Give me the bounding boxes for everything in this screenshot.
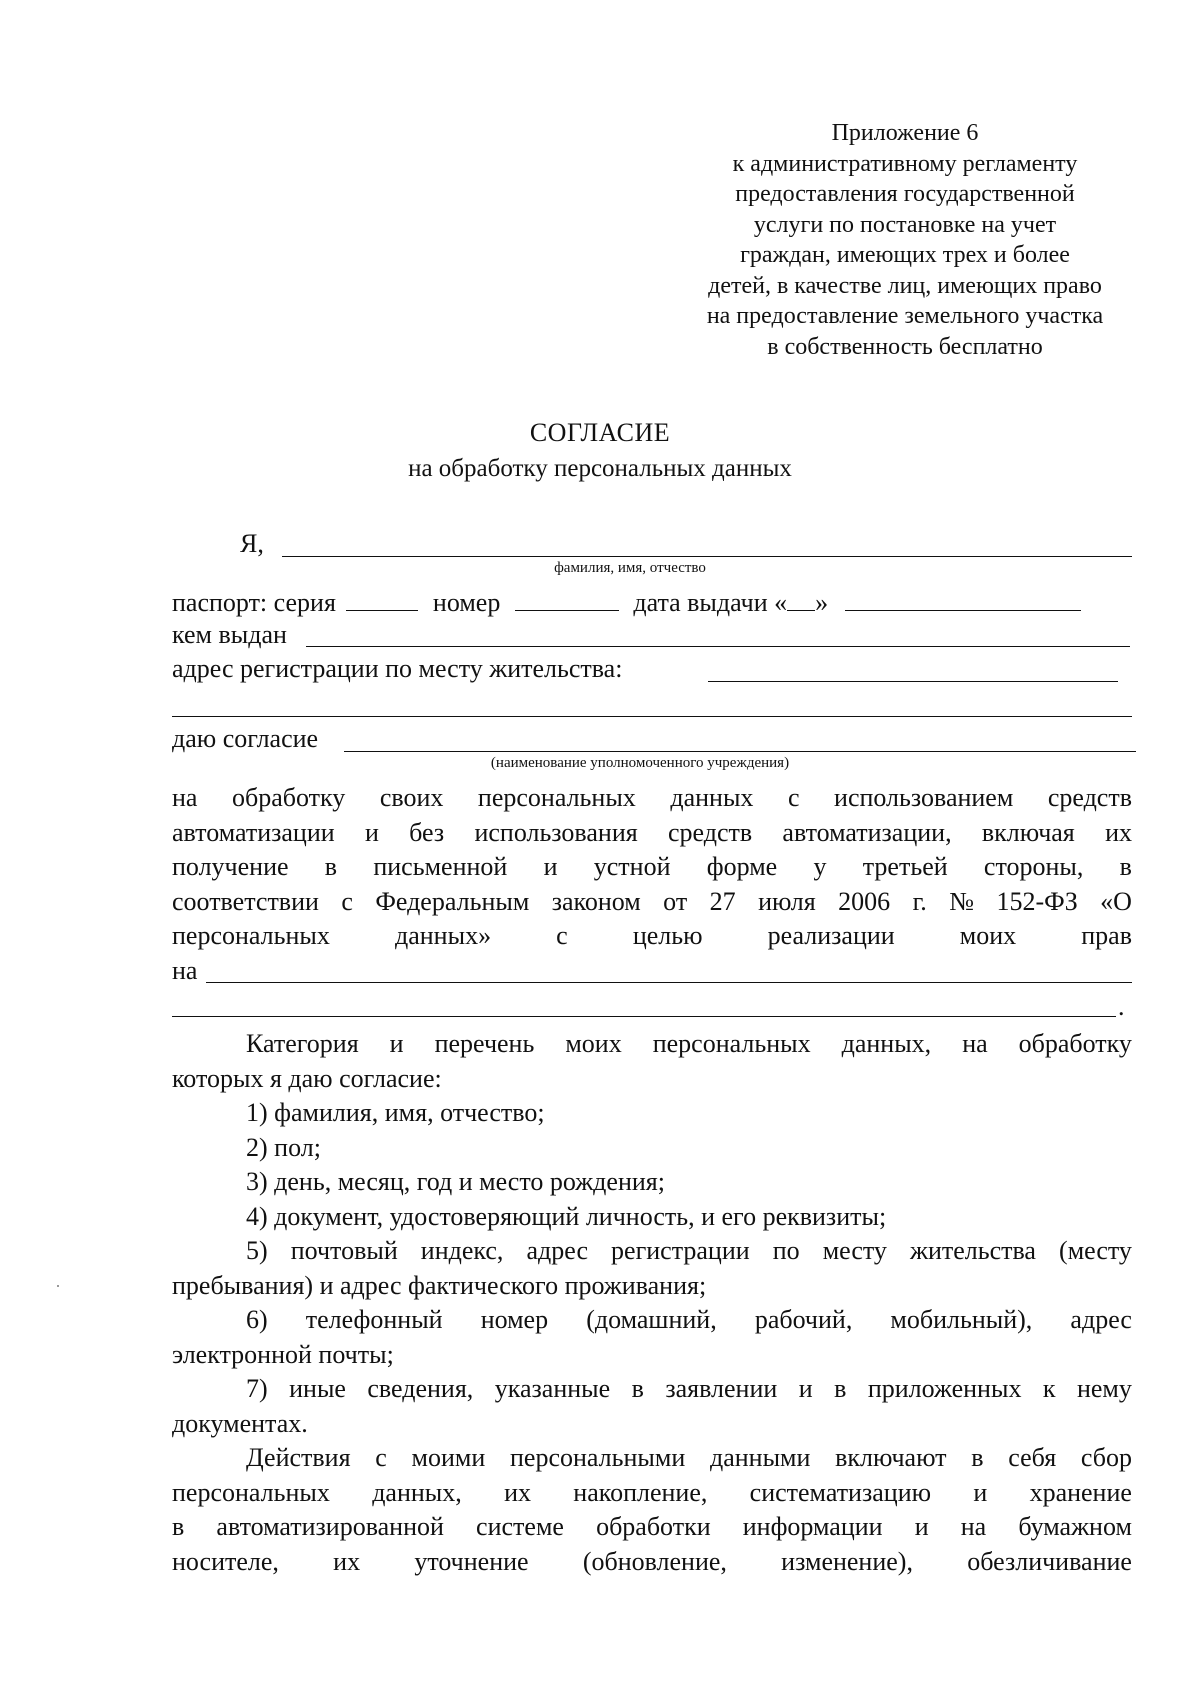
word: носителе,: [172, 1546, 279, 1576]
word: номер: [480, 1305, 549, 1334]
scan-speck: [57, 1285, 59, 1287]
appendix-line: детей, в качестве лиц, имеющих право: [708, 272, 1102, 299]
appendix-line: граждан, имеющих трех и более: [740, 242, 1070, 268]
list-item: 3) день, месяц, год и место рождения;: [246, 1167, 665, 1196]
paragraph-line: которых я даю согласие:: [172, 1063, 442, 1093]
word: месту: [822, 1236, 887, 1265]
word: их: [504, 1477, 531, 1507]
word: обработку: [232, 783, 346, 812]
list-item-cont: документах.: [172, 1408, 308, 1438]
word: данных,: [372, 1477, 462, 1507]
word: и: [389, 1029, 404, 1058]
word: перечень: [434, 1029, 535, 1058]
word: изменение),: [781, 1546, 913, 1576]
appendix-header: [640, 118, 1170, 362]
institution-hint: (наименование уполномоченного учреждения): [490, 755, 790, 771]
address-field[interactable]: [708, 681, 1118, 682]
institution-field[interactable]: [344, 751, 1136, 752]
word: моих: [565, 1029, 622, 1058]
word: хранение: [1029, 1477, 1132, 1507]
word: себя: [1008, 1443, 1057, 1472]
word: и: [364, 817, 379, 847]
word: накопление,: [573, 1477, 708, 1507]
word: адрес: [1070, 1305, 1132, 1334]
word: персональных: [172, 921, 330, 950]
word: без: [409, 817, 445, 847]
fio-field[interactable]: [282, 556, 1132, 557]
paragraph-line: [172, 1476, 1132, 1511]
word: моими: [411, 1443, 486, 1472]
word: уточнение: [414, 1546, 529, 1576]
appendix-line: услуги по постановке на учет: [753, 211, 1057, 238]
word: сбор: [1080, 1443, 1132, 1472]
word: и: [543, 852, 558, 881]
word: средств: [1047, 783, 1132, 812]
word: почтовый: [290, 1236, 398, 1265]
word: Федеральным: [375, 886, 530, 916]
issue-date-label: дата выдачи «: [633, 588, 788, 617]
fio-hint: фамилия, имя, отчество: [554, 560, 706, 576]
word: включая: [981, 817, 1075, 847]
paragraph-line: [172, 781, 1132, 816]
word: жительства: [909, 1236, 1036, 1265]
word: стороны,: [983, 852, 1084, 881]
document-title: СОГЛАСИЕ: [529, 418, 671, 447]
word: обработку: [1018, 1029, 1132, 1058]
appendix-line: к административному регламенту: [732, 150, 1078, 177]
list-item: 2) пол;: [246, 1132, 321, 1162]
word: 152-ФЗ: [996, 886, 1078, 916]
word: в: [971, 1443, 984, 1472]
word: с: [787, 783, 800, 812]
word: письменной: [373, 852, 508, 881]
purpose-field-2[interactable]: [172, 1016, 1116, 1017]
word: бумажном: [1018, 1512, 1132, 1541]
word: данных: [670, 783, 754, 812]
word: автоматизации: [172, 817, 335, 847]
word: на: [960, 1512, 987, 1541]
paragraph-line: [172, 1545, 1132, 1580]
word: №: [949, 886, 975, 916]
purpose-field[interactable]: [206, 982, 1132, 983]
actions-paragraph: [172, 1441, 1132, 1579]
word: иные: [289, 1374, 346, 1403]
word: персональных: [652, 1029, 811, 1058]
paragraph-line: [172, 1510, 1132, 1545]
word: включают: [835, 1443, 947, 1472]
issue-date-field[interactable]: [845, 584, 1081, 611]
word: в: [1119, 852, 1132, 881]
word: информации: [742, 1512, 883, 1541]
list-item-cont: пребывания) и адрес фактического проживания;: [172, 1270, 707, 1300]
word: к: [1042, 1374, 1056, 1403]
word: и: [914, 1512, 929, 1541]
word: и: [973, 1477, 988, 1507]
word: июля: [758, 886, 816, 916]
word: индекс,: [420, 1236, 504, 1265]
word: персональных: [172, 1477, 330, 1507]
word: от: [663, 886, 688, 916]
passport-series-field[interactable]: [346, 584, 418, 611]
word: персональных: [477, 783, 636, 812]
word: 27: [709, 886, 736, 916]
categories-paragraph: [172, 1027, 1132, 1441]
word: сведения,: [367, 1374, 474, 1403]
consent-label: даю согласие: [172, 724, 319, 753]
issued-by-label: кем выдан: [172, 620, 287, 649]
appendix-line: Приложение 6: [831, 120, 979, 146]
word: соответствии: [172, 886, 319, 916]
paragraph-line: [172, 1027, 1132, 1062]
word: Действия: [246, 1443, 351, 1472]
purpose-label: на: [172, 955, 198, 985]
word: у: [813, 852, 827, 881]
issue-day-field[interactable]: [787, 584, 815, 611]
word: с: [375, 1443, 387, 1472]
list-item: [172, 1372, 1132, 1407]
word: на: [172, 783, 198, 812]
word: регистрации: [611, 1236, 750, 1265]
word: обработки: [596, 1512, 711, 1541]
paragraph-line: [172, 850, 1132, 885]
paragraph-line: [172, 816, 1132, 851]
list-item-cont: электронной почты;: [172, 1339, 394, 1369]
word: систематизацию: [749, 1477, 932, 1507]
list-item: 4) документ, удостоверяющий личность, и его реквизиты;: [246, 1201, 887, 1231]
word: заявлении: [665, 1374, 778, 1403]
word: данными: [709, 1443, 811, 1472]
passport-number-field[interactable]: [515, 584, 619, 611]
document-subtitle: на обработку персональных данных: [408, 455, 792, 482]
word: их: [333, 1546, 361, 1576]
passport-series-label: паспорт: серия: [172, 588, 336, 617]
word: их: [1105, 817, 1132, 847]
word: адрес: [526, 1236, 588, 1265]
word: законом: [551, 886, 641, 916]
paragraph-line: [172, 885, 1132, 920]
word: персональными: [510, 1443, 686, 1472]
address-label: адрес регистрации по месту жительства:: [172, 654, 623, 683]
word: автоматизации,: [782, 817, 952, 847]
word: Категория: [246, 1029, 359, 1058]
word: и: [798, 1374, 813, 1403]
passport-row: [172, 584, 1132, 620]
word: в: [324, 852, 338, 881]
appendix-line: предоставления государственной: [735, 181, 1075, 207]
word: использования: [474, 817, 638, 847]
word: указанные: [494, 1374, 611, 1403]
word: рабочий,: [754, 1305, 853, 1334]
word: форме: [706, 852, 778, 881]
word: мобильный),: [890, 1305, 1033, 1334]
word: своих: [379, 783, 444, 812]
word: автоматизированной: [216, 1512, 444, 1541]
word: в: [172, 1512, 185, 1541]
word: данных»: [395, 921, 492, 950]
word: в: [834, 1374, 847, 1403]
list-item: [172, 1303, 1132, 1338]
word: с: [341, 886, 353, 916]
appendix-line: в собственность бесплатно: [767, 333, 1043, 360]
paragraph-line: [172, 1441, 1132, 1476]
appendix-line: на предоставление земельного участка: [706, 303, 1104, 329]
word: (обновление,: [582, 1546, 727, 1576]
word: моих: [959, 921, 1017, 950]
word: реализации: [767, 921, 895, 950]
ya-label: Я,: [240, 529, 264, 558]
word: в: [631, 1374, 644, 1403]
list-item: [172, 1234, 1132, 1269]
word: системе: [476, 1512, 564, 1541]
word: третьей: [862, 852, 948, 881]
word: по: [772, 1236, 800, 1265]
word: телефонный: [305, 1305, 443, 1334]
word: приложенных: [867, 1374, 1022, 1403]
consent-paragraph: [172, 781, 1132, 988]
passport-number-label: номер: [432, 588, 501, 617]
word: «О: [1100, 886, 1132, 916]
address-field-2[interactable]: [172, 716, 1132, 717]
word: (месту: [1059, 1236, 1132, 1265]
word: 7): [246, 1374, 268, 1403]
word: нему: [1076, 1374, 1132, 1403]
word: 2006: [838, 886, 891, 916]
word: 6): [246, 1305, 268, 1334]
purpose-dot: .: [1118, 992, 1125, 1021]
word: на: [962, 1029, 988, 1058]
word: 5): [246, 1236, 268, 1265]
word: с: [556, 921, 568, 950]
issue-date-close: »: [815, 588, 829, 617]
word: использованием: [834, 783, 1014, 812]
word: данных,: [841, 1029, 932, 1058]
issued-by-field[interactable]: [306, 646, 1130, 647]
word: прав: [1081, 921, 1132, 950]
list-item: 1) фамилия, имя, отчество;: [246, 1098, 545, 1127]
word: обезличивание: [967, 1546, 1132, 1576]
word: г.: [912, 886, 927, 916]
word: получение: [172, 852, 289, 881]
word: (домашний,: [586, 1305, 717, 1334]
paragraph-line: [172, 919, 1132, 954]
word: устной: [593, 852, 671, 881]
word: средств: [667, 817, 753, 847]
word: целью: [632, 921, 703, 950]
